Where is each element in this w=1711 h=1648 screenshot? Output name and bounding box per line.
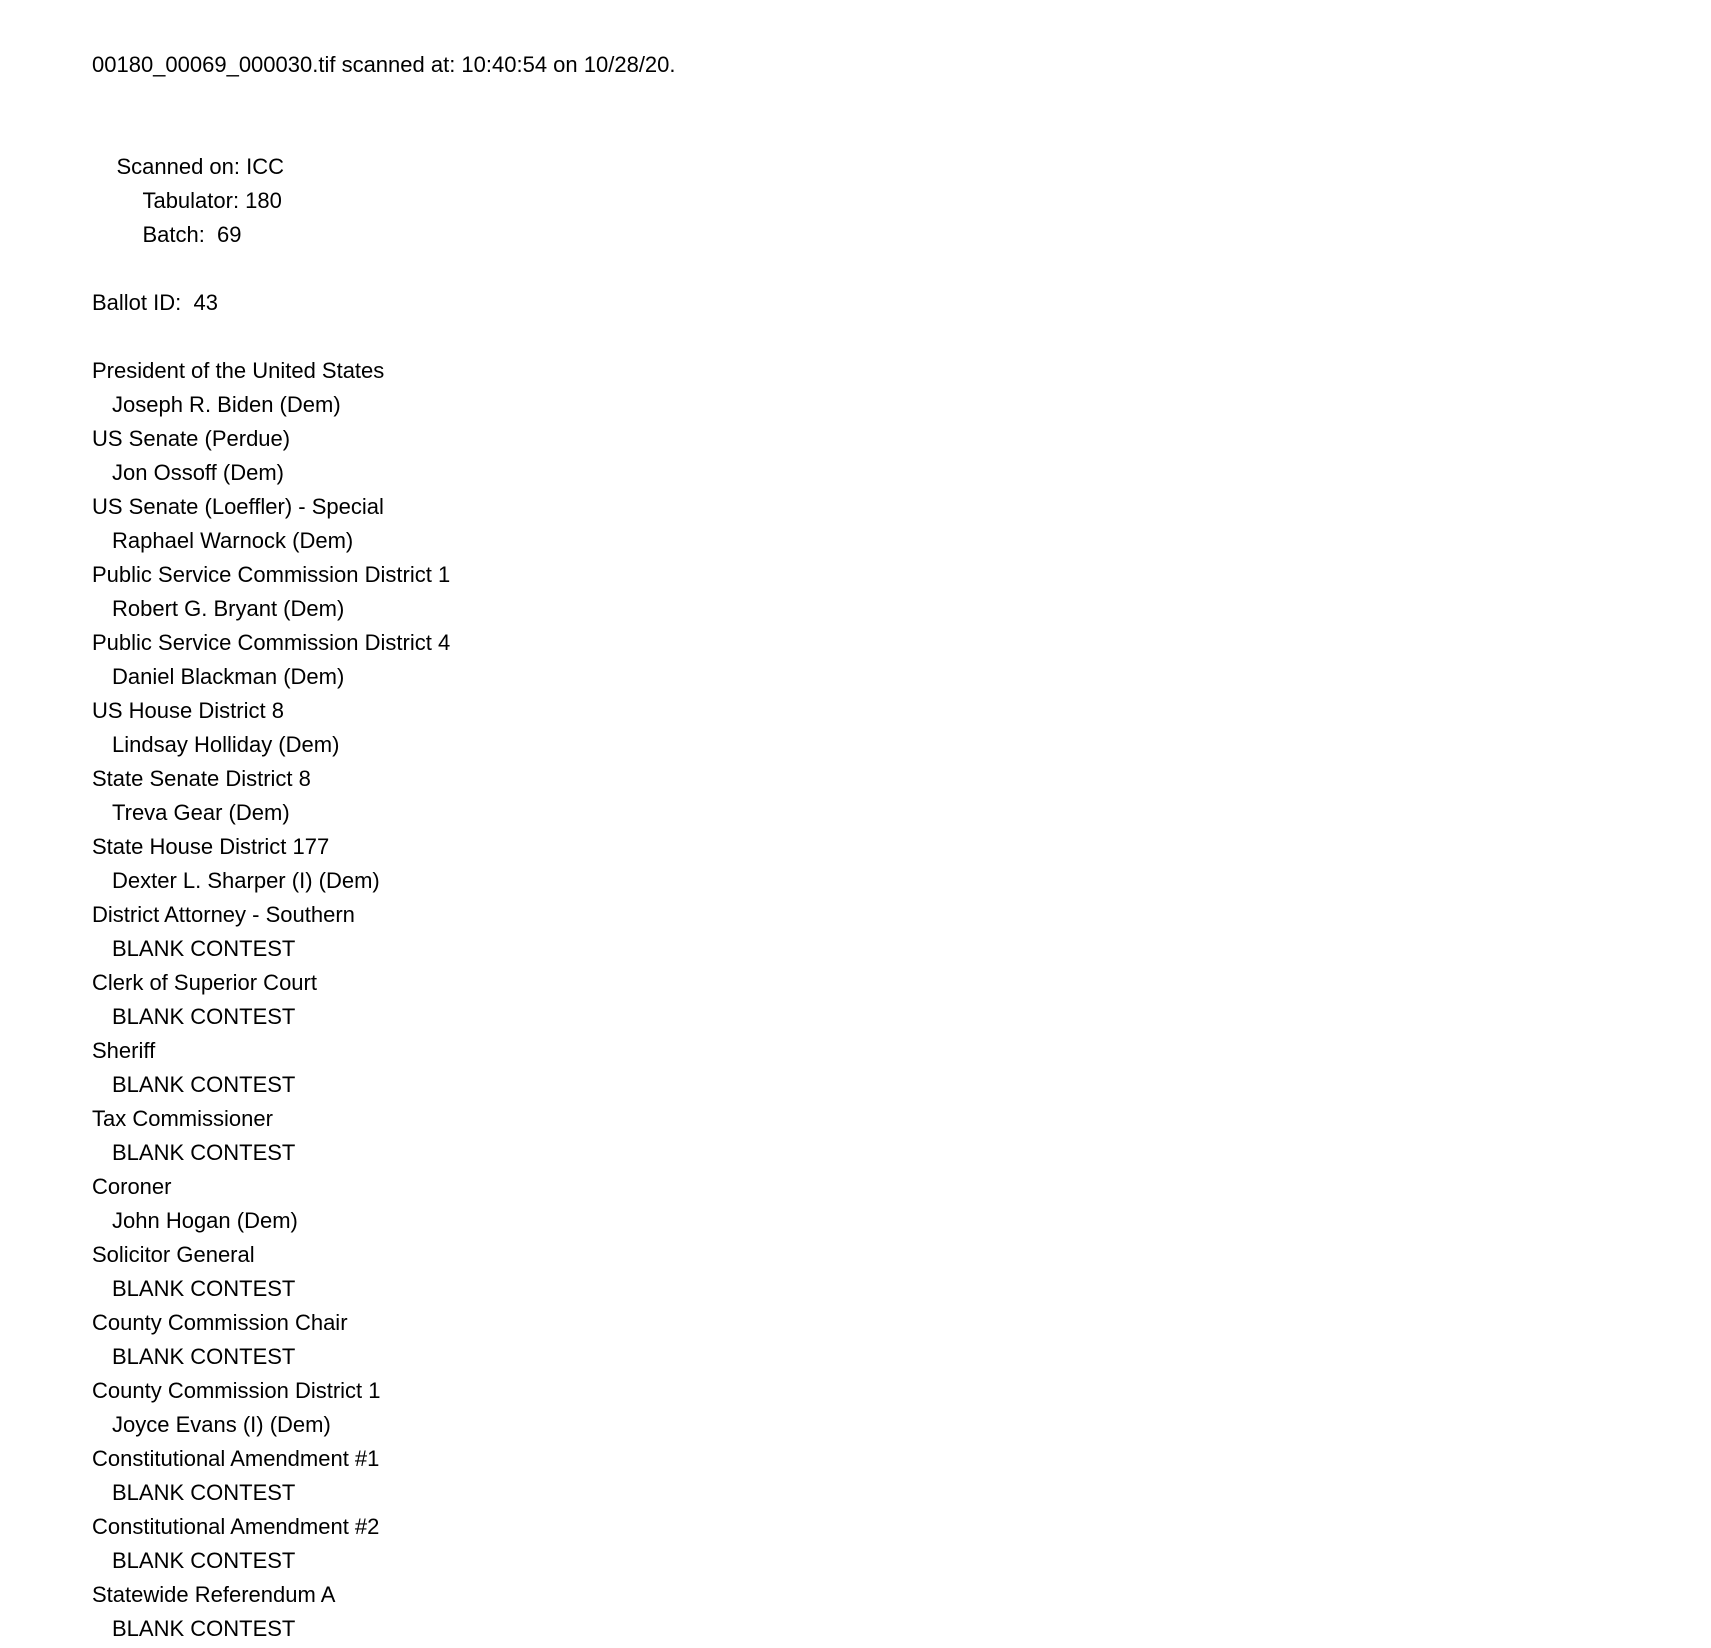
tabulator-value: Tabulator: 180: [142, 188, 282, 213]
contest-selection: Joseph R. Biden (Dem): [112, 392, 341, 417]
batch-value: Batch: 69: [142, 222, 242, 247]
contest-title: US Senate (Perdue): [92, 426, 291, 451]
contest-title: President of the United States: [92, 358, 385, 383]
contest-title: Public Service Commission District 4: [92, 630, 451, 655]
scanned-on-value: Scanned on: ICC: [116, 154, 284, 179]
contest-selection: BLANK CONTEST: [112, 1548, 296, 1573]
contest-selection: Jon Ossoff (Dem): [112, 460, 284, 485]
ballot-id-line: Ballot ID: 43: [92, 290, 218, 315]
contest-selection: BLANK CONTEST: [112, 936, 296, 961]
contest-selection: Daniel Blackman (Dem): [112, 664, 345, 689]
contest-selection: BLANK CONTEST: [112, 1004, 296, 1029]
contest-selection: Raphael Warnock (Dem): [112, 528, 354, 553]
contest-selection: BLANK CONTEST: [112, 1276, 296, 1301]
contest-selection: BLANK CONTEST: [112, 1140, 296, 1165]
contest-title: District Attorney - Southern: [92, 902, 355, 927]
contest-title: Solicitor General: [92, 1242, 255, 1267]
contest-selection: Treva Gear (Dem): [112, 800, 290, 825]
scan-filename-line: 00180_00069_000030.tif scanned at: 10:40:54 on 10/28/20.: [92, 52, 676, 77]
contest-selection: Dexter L. Sharper (I) (Dem): [112, 868, 380, 893]
contest-title: US House District 8: [92, 698, 284, 723]
contest-selection: BLANK CONTEST: [112, 1344, 296, 1369]
contest-title: Statewide Referendum A: [92, 1582, 336, 1607]
contest-selection: Robert G. Bryant (Dem): [112, 596, 345, 621]
contest-selection: BLANK CONTEST: [112, 1480, 296, 1505]
contest-title: County Commission District 1: [92, 1378, 381, 1403]
contest-title: County Commission Chair: [92, 1310, 348, 1335]
contest-title: Coroner: [92, 1174, 172, 1199]
contest-title: Clerk of Superior Court: [92, 970, 317, 995]
contest-title: Public Service Commission District 1: [92, 562, 451, 587]
contest-list: [92, 354, 1651, 1646]
contest-title: State Senate District 8: [92, 766, 311, 791]
contest-title: Constitutional Amendment #1: [92, 1446, 380, 1471]
contest-selection: BLANK CONTEST: [112, 1616, 296, 1641]
contest-title: Tax Commissioner: [92, 1106, 273, 1131]
spacer: [92, 320, 1651, 354]
contest-selection: Joyce Evans (I) (Dem): [112, 1412, 331, 1437]
contest-selection: Lindsay Holliday (Dem): [112, 732, 340, 757]
contest-selection: John Hogan (Dem): [112, 1208, 298, 1233]
contest-title: Constitutional Amendment #2: [92, 1514, 380, 1539]
contest-selection: BLANK CONTEST: [112, 1072, 296, 1097]
contest-title: State House District 177: [92, 834, 330, 859]
scan-info-line: [92, 116, 1651, 286]
contest-title: Sheriff: [92, 1038, 156, 1063]
contest-title: US Senate (Loeffler) - Special: [92, 494, 384, 519]
